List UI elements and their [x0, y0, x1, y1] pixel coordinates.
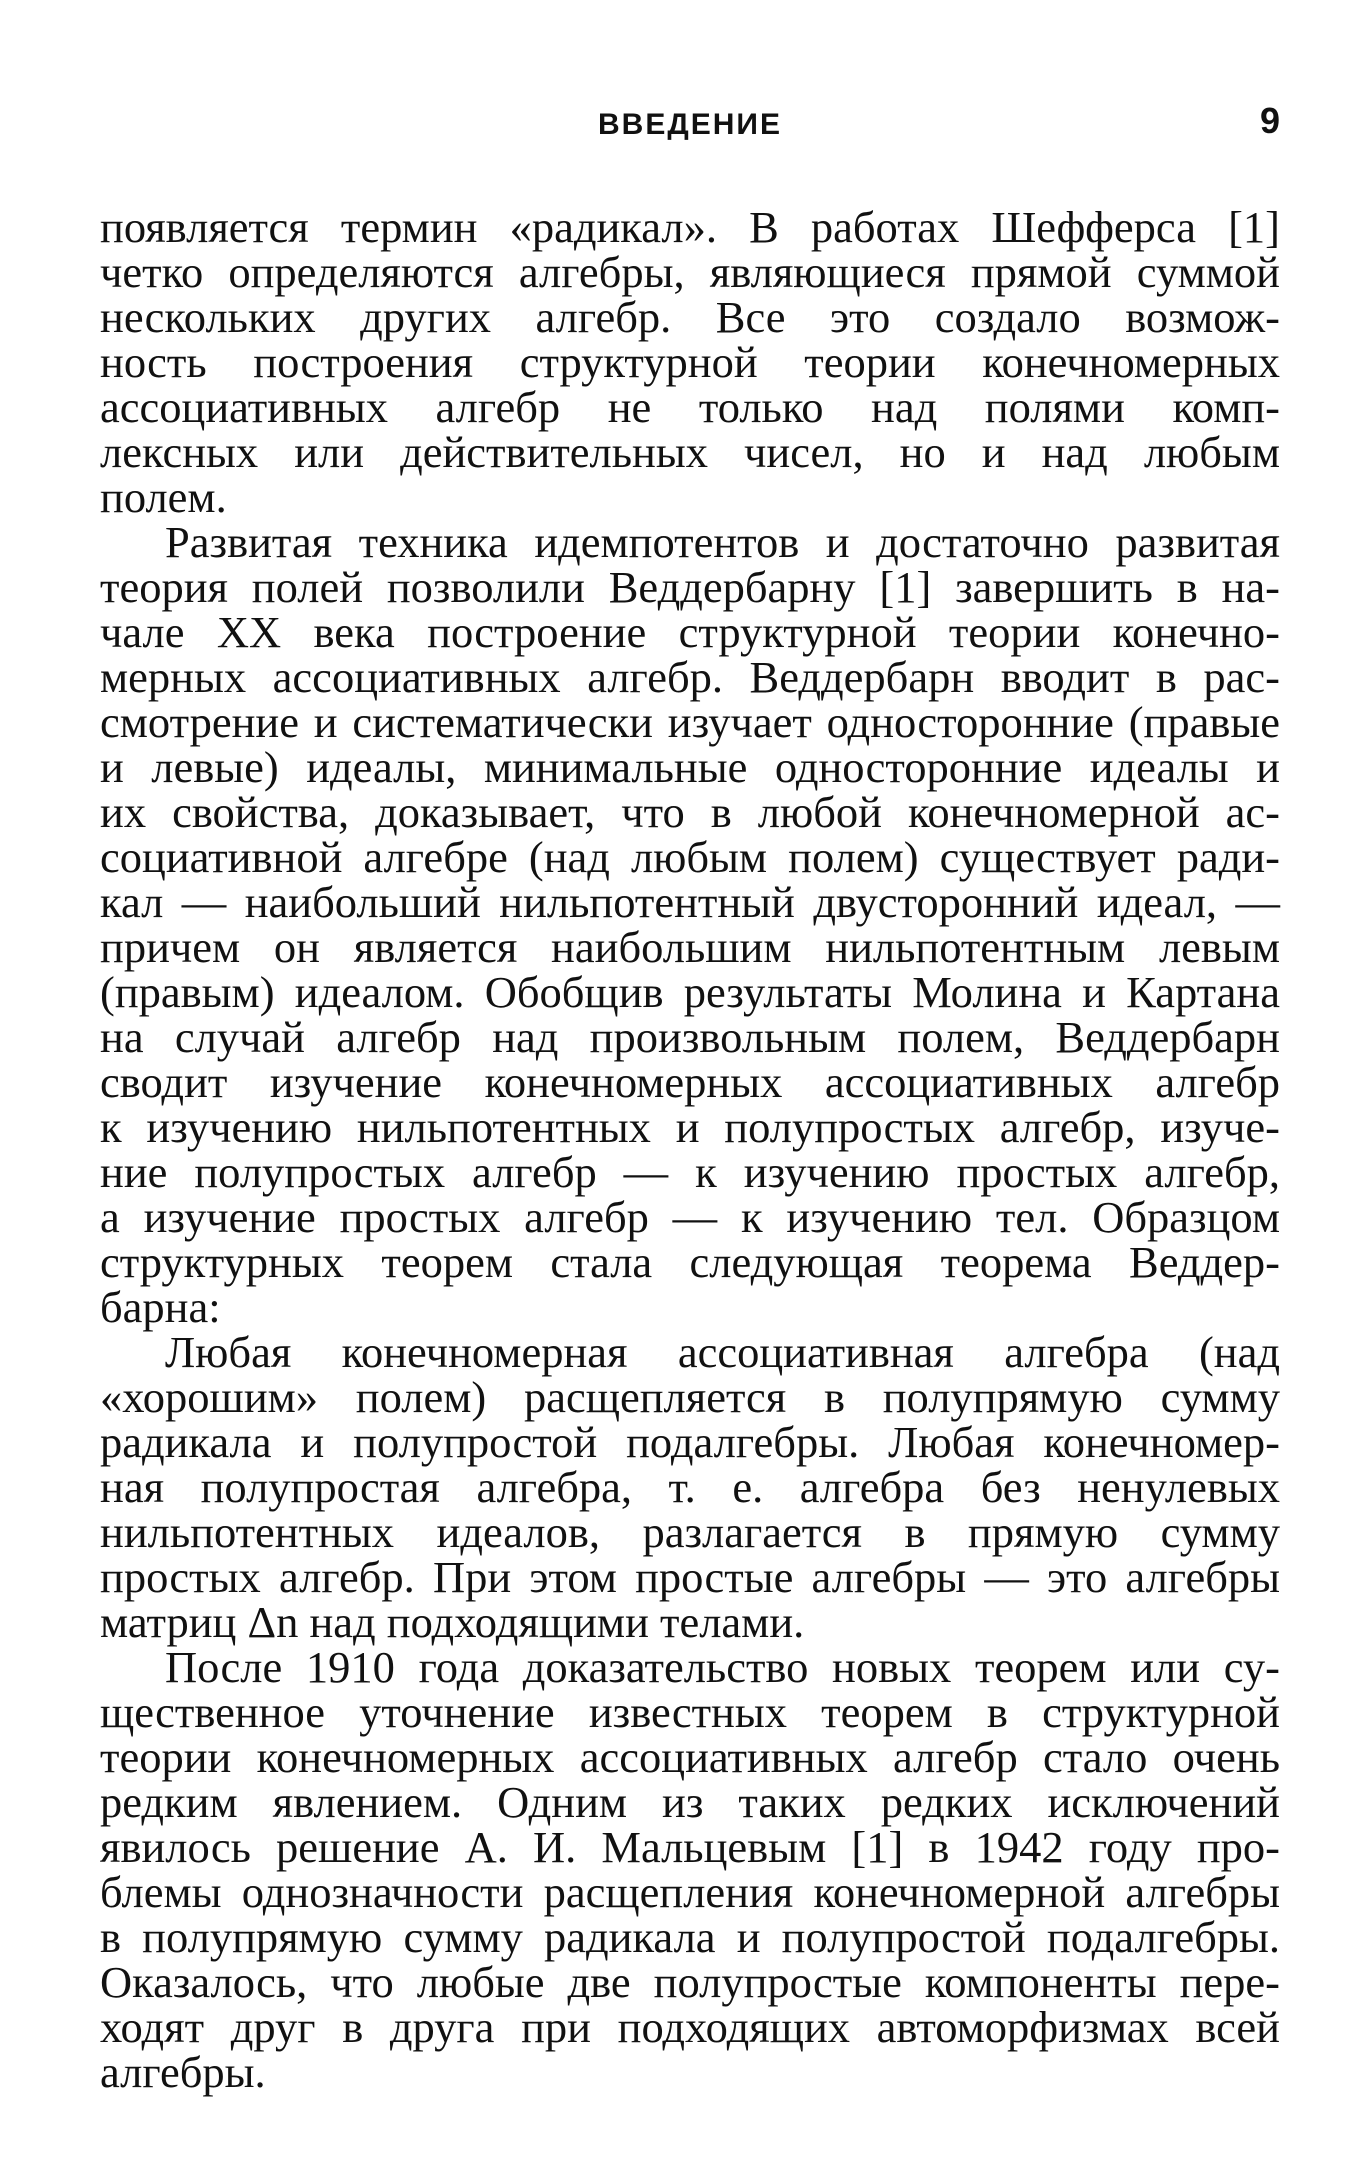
text-line: социативной алгебре (над любым полем) существует ради- [100, 832, 1280, 882]
text-line: к изучению нильпотентных и полупростых алгебр, изуче- [100, 1102, 1280, 1152]
text-line: появляется термин «радикал». В работах Шефферса [1] [100, 202, 1280, 252]
text-line: ассоциативных алгебр не только над полями комп- [100, 382, 1280, 432]
text-line: мерных ассоциативных алгебр. Веддербарн вводит в рас- [100, 652, 1280, 702]
text-line: и левые) идеалы, минимальные односторонние идеалы и [100, 742, 1280, 792]
text-line: четко определяются алгебры, являющиеся прямой суммой [100, 247, 1280, 297]
text-line: полем. [100, 472, 227, 522]
text-line: нескольких других алгебр. Все это создало возмож- [100, 292, 1280, 342]
text-line: в полупрямую сумму радикала и полупростой подалгебры. [100, 1912, 1280, 1962]
text-line: После 1910 года доказательство новых теорем или су- [165, 1642, 1280, 1692]
text-line: ходят друг в друга при подходящих автоморфизмах всей [100, 2002, 1280, 2052]
text-line: ние полупростых алгебр — к изучению простых алгебр, [100, 1147, 1280, 1197]
theorem-paragraph [100, 1327, 1280, 1647]
text-line: блемы однозначности расщепления конечномерной алгебры [100, 1867, 1280, 1917]
running-header [100, 100, 1280, 150]
text-line: Любая конечномерная ассоциативная алгебра (над [165, 1327, 1280, 1377]
text-line: алгебры. [100, 2047, 266, 2097]
text-line: барна: [100, 1282, 221, 1332]
text-line: сводит изучение конечномерных ассоциативных алгебр [100, 1057, 1280, 1107]
text-line: кал — наибольший нильпотентный двусторонний идеал, — [100, 877, 1280, 927]
text-line: нильпотентных идеалов, разлагается в прямую сумму [100, 1507, 1280, 1557]
text-line: причем он является наибольшим нильпотентным левым [100, 922, 1280, 972]
text-line: чале XX века построение структурной теории конечно- [100, 607, 1280, 657]
running-title: ВВЕДЕНИЕ [598, 108, 782, 141]
text-line: «хорошим» полем) расщепляется в полупрямую сумму [100, 1372, 1280, 1422]
text-line: а изучение простых алгебр — к изучению тел. Образцом [100, 1192, 1280, 1242]
text-line: (правым) идеалом. Обобщив результаты Молина и Картана [100, 967, 1280, 1017]
text-line: матриц Δn над подходящими телами. [100, 1597, 805, 1647]
body-text [100, 202, 1280, 2097]
paragraph-4 [100, 1642, 1280, 2097]
text-line: теории конечномерных ассоциативных алгебр стало очень [100, 1732, 1280, 1782]
text-line: щественное уточнение известных теорем в структурной [100, 1687, 1280, 1737]
text-line: Развитая техника идемпотентов и достаточно развитая [165, 517, 1280, 567]
text-line: смотрение и систематически изучает односторонние (правые [100, 697, 1280, 747]
text-line: явилось решение А. И. Мальцевым [1] в 1942 году про- [100, 1822, 1280, 1872]
text-line: ность построения структурной теории конечномерных [100, 337, 1280, 387]
text-line: их свойства, доказывает, что в любой конечномерной ас- [100, 787, 1280, 837]
paragraph-1 [100, 202, 1280, 522]
text-line: Оказалось, что любые две полупростые компоненты пере- [100, 1957, 1280, 2007]
page-number: 9 [1259, 100, 1280, 141]
text-line: простых алгебр. При этом простые алгебры — это алгебры [100, 1552, 1280, 1602]
text-line: теория полей позволили Веддербарну [1] завершить в на- [100, 562, 1280, 612]
text-line: на случай алгебр над произвольным полем, Веддербарн [100, 1012, 1280, 1062]
text-line: радикала и полупростой подалгебры. Любая конечномер- [100, 1417, 1280, 1467]
paragraph-2 [100, 517, 1280, 1332]
text-line: лексных или действительных чисел, но и над любым [100, 427, 1280, 477]
text-line: редким явлением. Одним из таких редких исключений [100, 1777, 1280, 1827]
text-line: структурных теорем стала следующая теорема Веддер- [100, 1237, 1280, 1287]
text-line: ная полупростая алгебра, т. е. алгебра без ненулевых [100, 1462, 1280, 1512]
